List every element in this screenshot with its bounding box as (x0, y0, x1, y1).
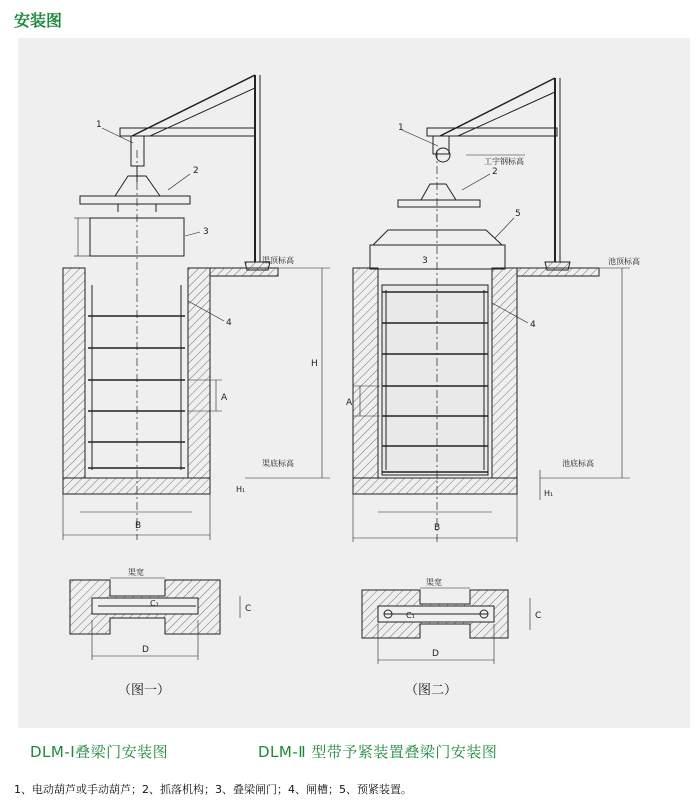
fig2-dim-d: D (432, 649, 439, 659)
fig2-channel-width: 渠宽 (426, 578, 442, 587)
fig1-dim-h1: H₁ (236, 485, 246, 494)
figure-1-plan (70, 578, 240, 660)
figure-1-title: DLM-Ⅰ叠梁门安装图 (30, 743, 169, 761)
fig1-channel-bottom-label: 渠底标高 (262, 459, 294, 468)
fig2-callout-4: 4 (530, 320, 536, 330)
figure-1-elevation (63, 75, 330, 540)
fig2-pool-top-label: 池顶标高 (608, 257, 640, 266)
fig2-callout-2: 2 (492, 167, 498, 177)
pretension-device (373, 230, 502, 245)
figure-2-elevation (353, 78, 630, 545)
fig2-callout-1: 1 (398, 123, 404, 133)
fig1-dim-c: C (245, 604, 252, 614)
fig2-dim-h1: H₁ (544, 489, 554, 498)
fig2-pool-bottom-label: 池底标高 (562, 459, 594, 468)
fig1-callout-4: 4 (226, 318, 232, 328)
parts-legend: 1、电动葫芦或手动葫芦；2、抓落机构；3、叠梁闸门；4、闸槽；5、预紧装置。 (14, 783, 412, 796)
fig2-callout-5: 5 (515, 209, 521, 219)
channel-floor (63, 478, 210, 494)
fig1-dim-b: B (135, 521, 142, 531)
fig1-dim-d: D (142, 645, 149, 655)
fig1-dim-a: A (221, 393, 228, 403)
figure-2-title: DLM-Ⅱ 型带予紧装置叠梁门安装图 (258, 743, 498, 761)
fig1-channel-top-label: 渠顶标高 (262, 256, 294, 265)
grab-mechanism (80, 196, 190, 204)
fig2-callout-3: 3 (422, 256, 428, 266)
fig2-dim-c1: C₁ (406, 611, 415, 620)
fig1-dim-c1: C₁ (150, 599, 159, 608)
fig1-caption: （图一） (118, 683, 171, 698)
fig1-callout-3: 3 (203, 227, 209, 237)
fig2-i-beam-label: 工字钢标高 (484, 157, 524, 166)
fig1-channel-width: 渠宽 (128, 568, 144, 577)
left-wall (63, 268, 85, 478)
hoist (131, 136, 144, 166)
fig1-callout-1: 1 (96, 120, 102, 130)
section-title: 安装图 (14, 11, 63, 30)
fig2-dim-a: A (346, 398, 353, 408)
fig2-dim-c: C (535, 611, 542, 621)
fig1-dim-h: H (311, 359, 318, 369)
fig2-caption: （图二） (405, 683, 458, 698)
fig2-dim-b: B (434, 523, 441, 533)
fig1-callout-2: 2 (193, 166, 199, 176)
figure-2-plan (362, 588, 530, 664)
right-wall (188, 268, 210, 478)
